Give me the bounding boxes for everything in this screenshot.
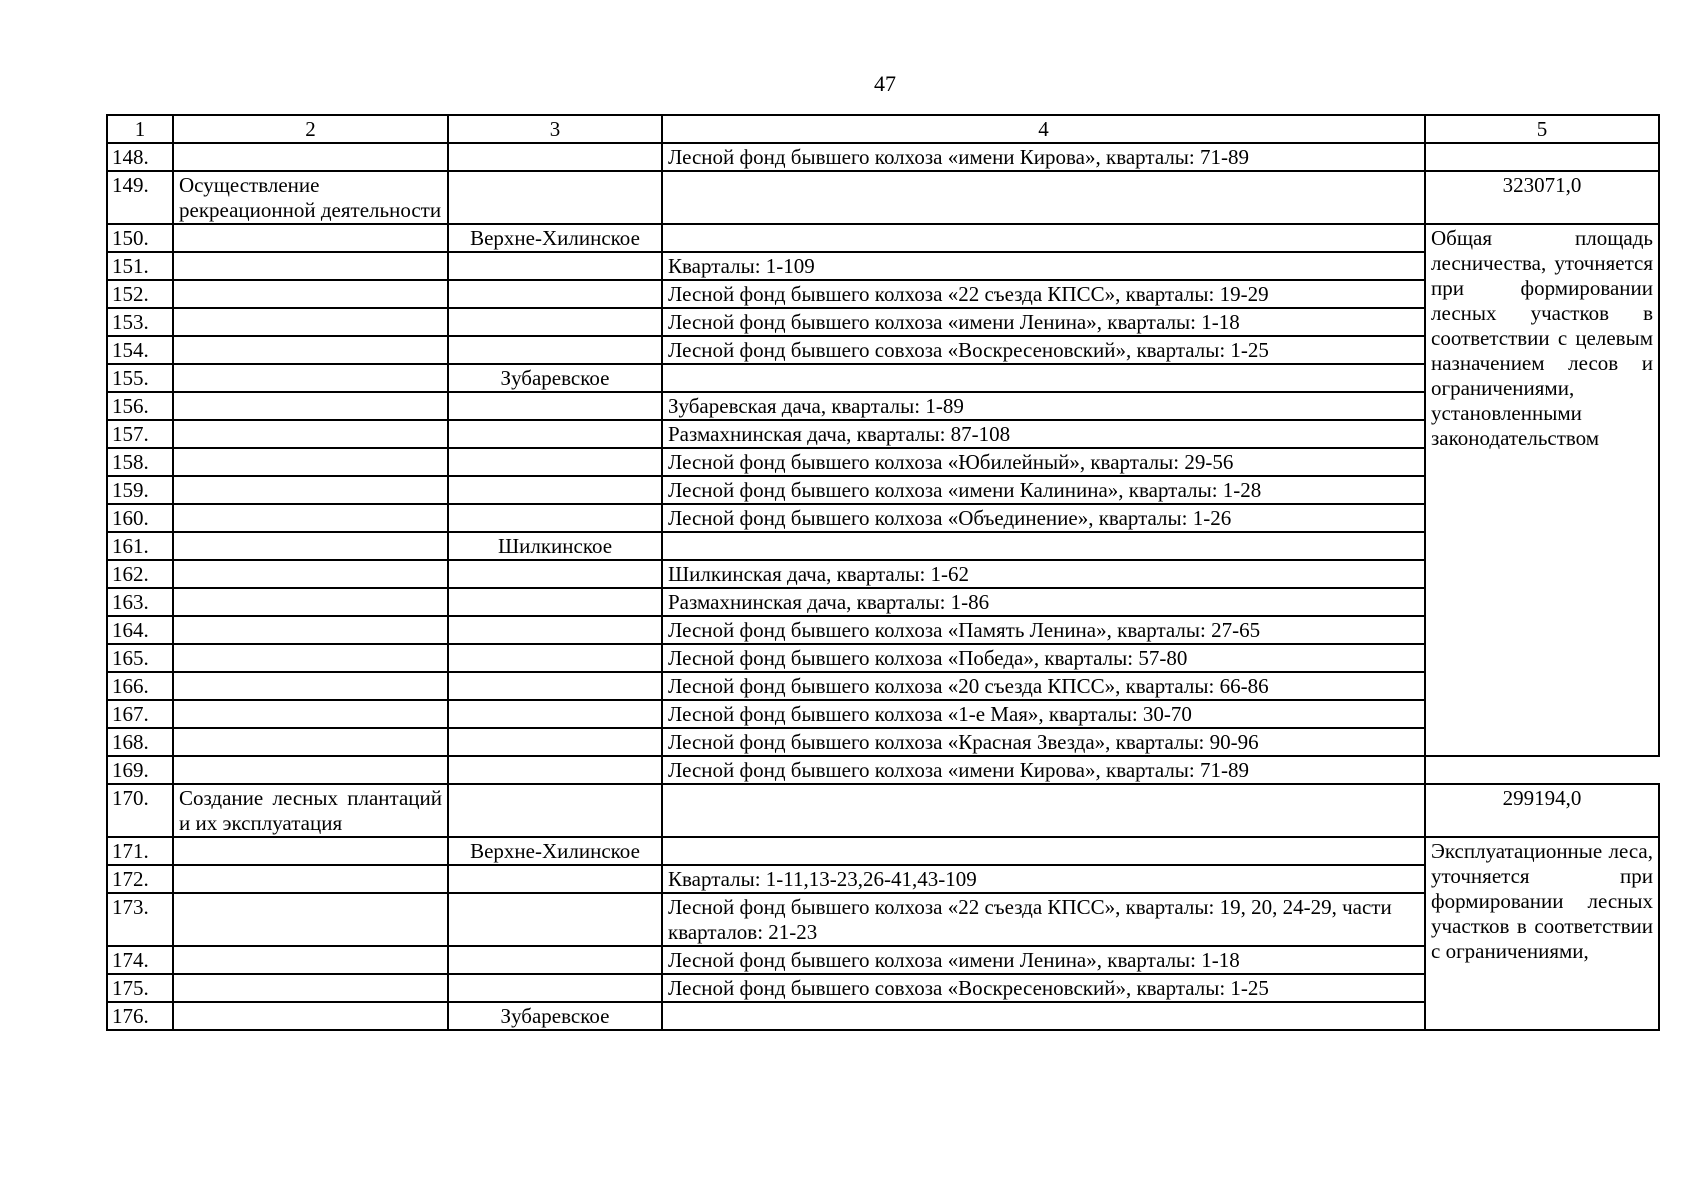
description-cell — [662, 1002, 1425, 1030]
description-cell — [662, 837, 1425, 865]
description-cell: Кварталы: 1-11,13-23,26-41,43-109 — [662, 865, 1425, 893]
forestry-cell — [448, 865, 662, 893]
page-number: 47 — [874, 71, 896, 96]
row-number: 160. — [107, 504, 173, 532]
table-row — [107, 784, 1659, 837]
row-number: 161. — [107, 532, 173, 560]
row-number: 176. — [107, 1002, 173, 1030]
table-header-row — [107, 115, 1659, 143]
description-cell: Лесной фонд бывшего колхоза «22 съезда КПСС», кварталы: 19, 20, 24-29, части кварталов: 21-23 — [662, 893, 1425, 946]
activity-cell: Создание лесных плантаций и их эксплуатация — [173, 784, 448, 837]
description-cell: Лесной фонд бывшего колхоза «Память Ленина», кварталы: 27-65 — [662, 616, 1425, 644]
description-cell: Лесной фонд бывшего колхоза «имени Ленина», кварталы: 1-18 — [662, 946, 1425, 974]
description-cell: Лесной фонд бывшего совхоза «Воскресеновский», кварталы: 1-25 — [662, 974, 1425, 1002]
activity-cell — [173, 532, 448, 560]
forestry-cell — [448, 171, 662, 224]
description-cell: Лесной фонд бывшего колхоза «имени Калинина», кварталы: 1-28 — [662, 476, 1425, 504]
activity-cell — [173, 252, 448, 280]
description-cell: Лесной фонд бывшего колхоза «1-е Мая», кварталы: 30-70 — [662, 700, 1425, 728]
description-cell: Лесной фонд бывшего колхоза «Объединение», кварталы: 1-26 — [662, 504, 1425, 532]
column-header: 5 — [1425, 115, 1659, 143]
forestry-cell: Шилкинское — [448, 532, 662, 560]
activity-cell — [173, 143, 448, 171]
column-header: 4 — [662, 115, 1425, 143]
forestry-cell — [448, 252, 662, 280]
row-number: 151. — [107, 252, 173, 280]
activity-cell — [173, 672, 448, 700]
forestry-cell — [448, 560, 662, 588]
row-number: 150. — [107, 224, 173, 252]
activity-cell — [173, 224, 448, 252]
description-cell — [662, 224, 1425, 252]
activity-cell — [173, 364, 448, 392]
note-cell: Общая площадь лесничества, уточняется при формировании лесных участков в соответствии с целевым назначением лесов и ограничениями, установленными законодательством — [1425, 224, 1659, 756]
activity-cell — [173, 560, 448, 588]
activity-cell — [173, 476, 448, 504]
activity-cell — [173, 644, 448, 672]
description-cell — [662, 171, 1425, 224]
forestry-table — [106, 114, 1660, 1031]
row-number: 166. — [107, 672, 173, 700]
description-cell: Зубаревская дача, кварталы: 1-89 — [662, 392, 1425, 420]
activity-cell — [173, 837, 448, 865]
row-number: 158. — [107, 448, 173, 476]
row-number: 170. — [107, 784, 173, 837]
activity-cell — [173, 1002, 448, 1030]
forestry-cell — [448, 588, 662, 616]
activity-cell — [173, 756, 448, 784]
activity-cell — [173, 448, 448, 476]
forestry-cell — [448, 420, 662, 448]
forestry-cell — [448, 784, 662, 837]
note-cell: Эксплуатационные леса, уточняется при формировании лесных участков в соответствии с ограничениями, — [1425, 837, 1659, 1030]
row-number: 171. — [107, 837, 173, 865]
forestry-cell — [448, 448, 662, 476]
row-number: 173. — [107, 893, 173, 946]
forestry-cell — [448, 946, 662, 974]
row-number: 163. — [107, 588, 173, 616]
description-cell — [662, 532, 1425, 560]
row-number: 175. — [107, 974, 173, 1002]
activity-cell: Осуществление рекреационной деятельности — [173, 171, 448, 224]
activity-cell — [173, 280, 448, 308]
row-number: 167. — [107, 700, 173, 728]
description-cell: Лесной фонд бывшего колхоза «Красная Звезда», кварталы: 90-96 — [662, 728, 1425, 756]
forestry-cell — [448, 893, 662, 946]
row-number: 168. — [107, 728, 173, 756]
row-number: 156. — [107, 392, 173, 420]
forestry-cell — [448, 700, 662, 728]
description-cell: Размахнинская дача, кварталы: 87-108 — [662, 420, 1425, 448]
forestry-cell — [448, 476, 662, 504]
description-cell: Лесной фонд бывшего колхоза «Юбилейный», кварталы: 29-56 — [662, 448, 1425, 476]
row-number: 153. — [107, 308, 173, 336]
row-number: 164. — [107, 616, 173, 644]
table-row — [107, 837, 1659, 865]
forestry-cell — [448, 504, 662, 532]
row-number: 155. — [107, 364, 173, 392]
description-cell: Лесной фонд бывшего колхоза «22 съезда КПСС», кварталы: 19-29 — [662, 280, 1425, 308]
description-cell: Лесной фонд бывшего колхоза «Победа», кварталы: 57-80 — [662, 644, 1425, 672]
description-cell: Размахнинская дача, кварталы: 1-86 — [662, 588, 1425, 616]
description-cell — [662, 364, 1425, 392]
row-number: 148. — [107, 143, 173, 171]
description-cell: Кварталы: 1-109 — [662, 252, 1425, 280]
activity-cell — [173, 308, 448, 336]
column-header: 2 — [173, 115, 448, 143]
description-cell: Лесной фонд бывшего колхоза «имени Ленина», кварталы: 1-18 — [662, 308, 1425, 336]
table-row — [107, 171, 1659, 224]
row-number: 169. — [107, 756, 173, 784]
forestry-cell — [448, 672, 662, 700]
forestry-cell — [448, 336, 662, 364]
activity-cell — [173, 616, 448, 644]
column-header: 3 — [448, 115, 662, 143]
forestry-cell — [448, 392, 662, 420]
forestry-cell — [448, 644, 662, 672]
activity-cell — [173, 588, 448, 616]
area-cell: 323071,0 — [1425, 171, 1659, 224]
area-cell — [1425, 143, 1659, 171]
description-cell: Лесной фонд бывшего колхоза «имени Кирова», кварталы: 71-89 — [662, 756, 1425, 784]
table-row — [107, 224, 1659, 252]
forestry-cell — [448, 974, 662, 1002]
activity-cell — [173, 865, 448, 893]
row-number: 172. — [107, 865, 173, 893]
description-cell: Лесной фонд бывшего колхоза «20 съезда КПСС», кварталы: 66-86 — [662, 672, 1425, 700]
table-row — [107, 143, 1659, 171]
activity-cell — [173, 946, 448, 974]
forestry-cell — [448, 143, 662, 171]
forestry-cell — [448, 616, 662, 644]
column-header: 1 — [107, 115, 173, 143]
forestry-cell: Верхне-Хилинское — [448, 837, 662, 865]
forestry-cell: Зубаревское — [448, 1002, 662, 1030]
forestry-cell: Верхне-Хилинское — [448, 224, 662, 252]
row-number: 174. — [107, 946, 173, 974]
activity-cell — [173, 336, 448, 364]
area-cell: 299194,0 — [1425, 784, 1659, 837]
row-number: 154. — [107, 336, 173, 364]
row-number: 159. — [107, 476, 173, 504]
table-row — [107, 756, 1659, 784]
description-cell: Лесной фонд бывшего совхоза «Воскресеновский», кварталы: 1-25 — [662, 336, 1425, 364]
description-cell — [662, 784, 1425, 837]
description-cell: Шилкинская дача, кварталы: 1-62 — [662, 560, 1425, 588]
forestry-cell — [448, 756, 662, 784]
forestry-cell: Зубаревское — [448, 364, 662, 392]
activity-cell — [173, 728, 448, 756]
row-number: 165. — [107, 644, 173, 672]
activity-cell — [173, 700, 448, 728]
activity-cell — [173, 504, 448, 532]
forestry-cell — [448, 308, 662, 336]
row-number: 162. — [107, 560, 173, 588]
activity-cell — [173, 392, 448, 420]
row-number: 152. — [107, 280, 173, 308]
description-cell: Лесной фонд бывшего колхоза «имени Кирова», кварталы: 71-89 — [662, 143, 1425, 171]
activity-cell — [173, 893, 448, 946]
activity-cell — [173, 974, 448, 1002]
row-number: 157. — [107, 420, 173, 448]
forestry-cell — [448, 280, 662, 308]
forestry-cell — [448, 728, 662, 756]
row-number: 149. — [107, 171, 173, 224]
activity-cell — [173, 420, 448, 448]
